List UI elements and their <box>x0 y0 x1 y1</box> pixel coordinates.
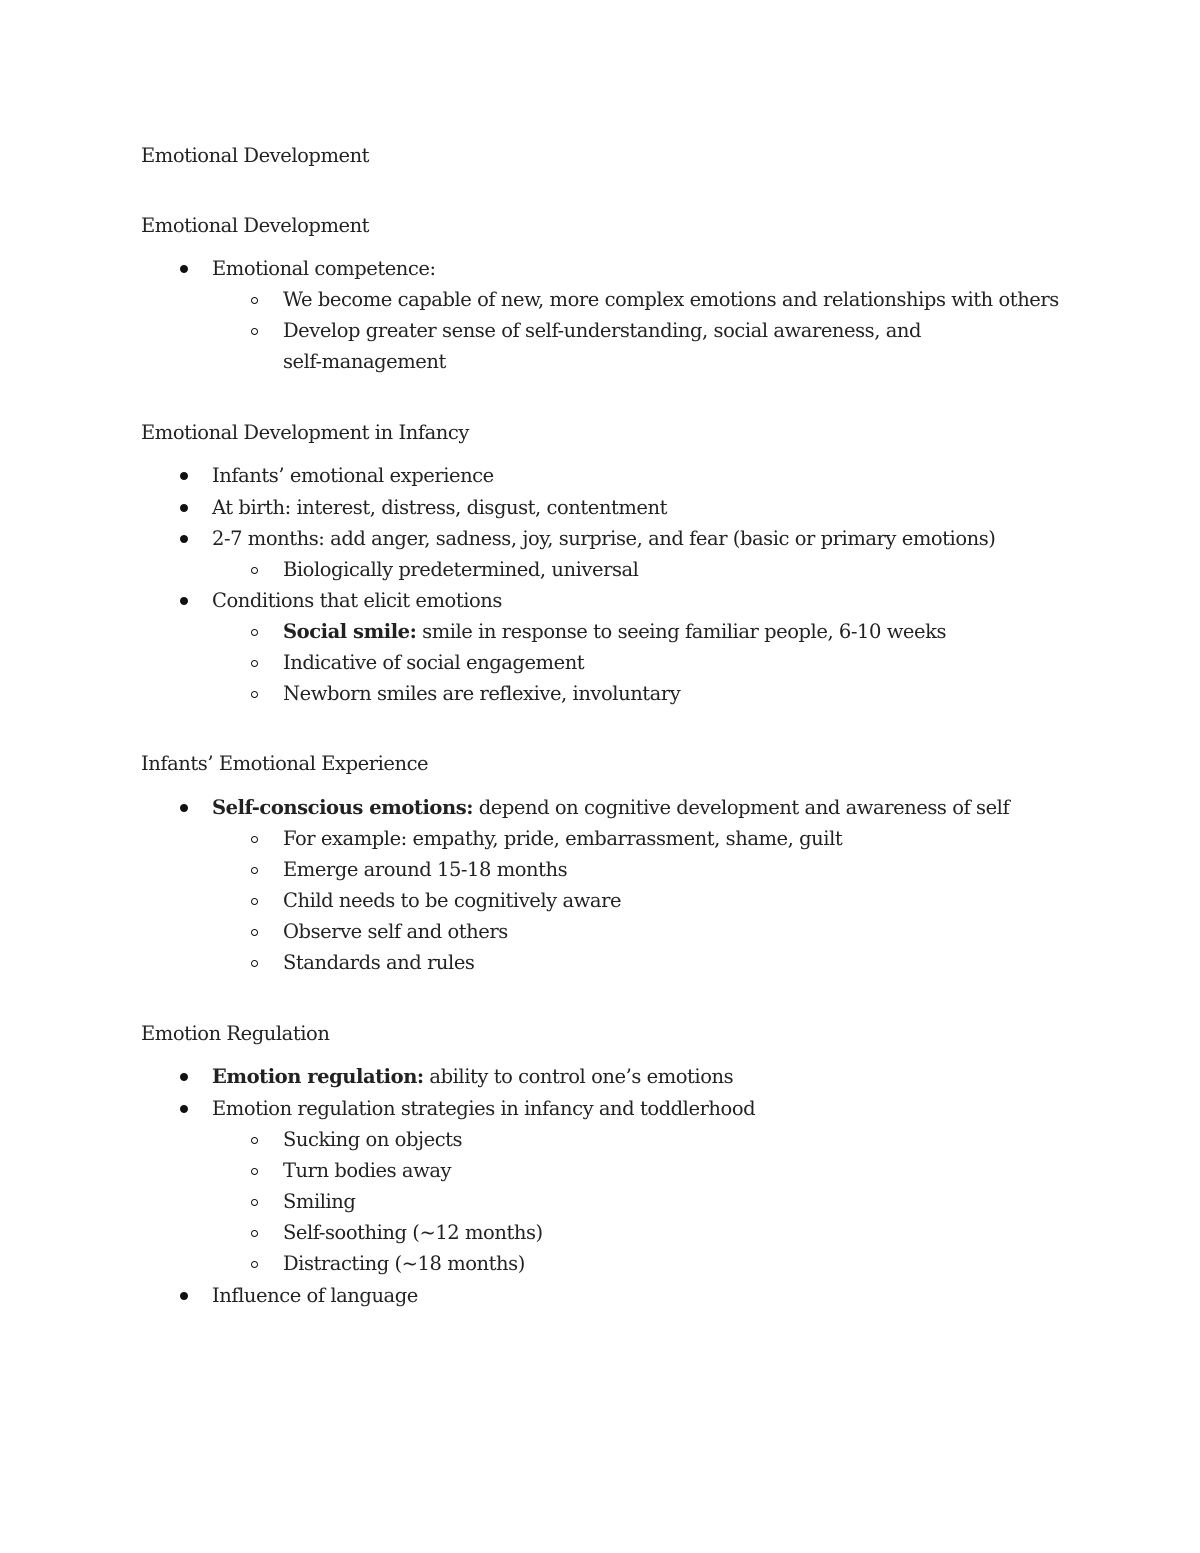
sub-list-item: Biologically predetermined, universal <box>283 558 639 581</box>
list-item <box>212 796 1009 820</box>
sub-list-item: Newborn smiles are reflexive, involuntary <box>283 682 681 705</box>
bullet-hollow-icon <box>251 328 258 335</box>
bullet-hollow-icon <box>251 660 258 667</box>
bullet-hollow-icon <box>251 1199 258 1206</box>
section-heading: Emotional Development in Infancy <box>141 421 469 444</box>
bullet-hollow-icon <box>251 1137 258 1144</box>
sub-list-item: Smiling <box>283 1190 356 1213</box>
list-item <box>212 1065 733 1089</box>
term-label: Self-conscious emotions: <box>212 796 473 819</box>
term-label: Social smile: <box>283 620 417 643</box>
list-item: 2-7 months: add anger, sadness, joy, surprise, and fear (basic or primary emotions) <box>212 527 996 550</box>
bullet-hollow-icon <box>251 929 258 936</box>
section-heading: Emotion Regulation <box>141 1022 330 1045</box>
bullet-filled-icon <box>180 1073 188 1081</box>
sub-list-item <box>283 620 946 644</box>
term-label: Emotion regulation: <box>212 1065 424 1088</box>
bullet-hollow-icon <box>251 867 258 874</box>
sub-list-item: Child needs to be cognitively aware <box>283 889 622 912</box>
list-item: Conditions that elicit emotions <box>212 589 502 612</box>
bullet-filled-icon <box>180 1292 188 1300</box>
bullet-hollow-icon <box>251 629 258 636</box>
sub-list-item: Sucking on objects <box>283 1128 463 1151</box>
bullet-filled-icon <box>180 1105 188 1113</box>
term-definition: depend on cognitive development and awareness of self <box>472 796 1010 819</box>
section-heading: Emotional Development <box>141 214 370 237</box>
section-heading: Infants’ Emotional Experience <box>141 752 429 775</box>
term-definition: smile in response to seeing familiar people, 6-10 weeks <box>416 620 947 643</box>
document-title: Emotional Development <box>141 144 370 167</box>
term-definition: ability to control one’s emotions <box>423 1065 734 1088</box>
bullet-filled-icon <box>180 472 188 480</box>
sub-list-item: Self-soothing (~12 months) <box>283 1221 543 1244</box>
bullet-hollow-icon <box>251 836 258 843</box>
bullet-hollow-icon <box>251 1168 258 1175</box>
bullet-hollow-icon <box>251 898 258 905</box>
bullet-filled-icon <box>180 265 188 273</box>
sub-list-item: Distracting (~18 months) <box>283 1252 525 1275</box>
sub-list-item: We become capable of new, more complex emotions and relationships with others <box>283 288 1059 311</box>
sub-list-item: Standards and rules <box>283 951 475 974</box>
list-item: Emotional competence: <box>212 257 436 280</box>
bullet-filled-icon <box>180 504 188 512</box>
bullet-filled-icon <box>180 597 188 605</box>
bullet-hollow-icon <box>251 1261 258 1268</box>
bullet-hollow-icon <box>251 960 258 967</box>
sub-list-item: Turn bodies away <box>283 1159 452 1182</box>
list-item: At birth: interest, distress, disgust, contentment <box>212 496 668 519</box>
sub-list-item: Indicative of social engagement <box>283 651 585 674</box>
list-item: Influence of language <box>212 1284 418 1307</box>
sub-list-item-continuation: self-management <box>283 350 446 373</box>
sub-list-item: Develop greater sense of self-understanding, social awareness, and <box>283 319 922 342</box>
sub-list-item: Emerge around 15-18 months <box>283 858 568 881</box>
bullet-hollow-icon <box>251 297 258 304</box>
sub-list-item: Observe self and others <box>283 920 508 943</box>
bullet-hollow-icon <box>251 1230 258 1237</box>
bullet-filled-icon <box>180 535 188 543</box>
sub-list-item: For example: empathy, pride, embarrassment, shame, guilt <box>283 827 843 850</box>
bullet-filled-icon <box>180 804 188 812</box>
list-item: Emotion regulation strategies in infancy and toddlerhood <box>212 1097 756 1120</box>
list-item: Infants’ emotional experience <box>212 464 494 487</box>
bullet-hollow-icon <box>251 567 258 574</box>
bullet-hollow-icon <box>251 691 258 698</box>
